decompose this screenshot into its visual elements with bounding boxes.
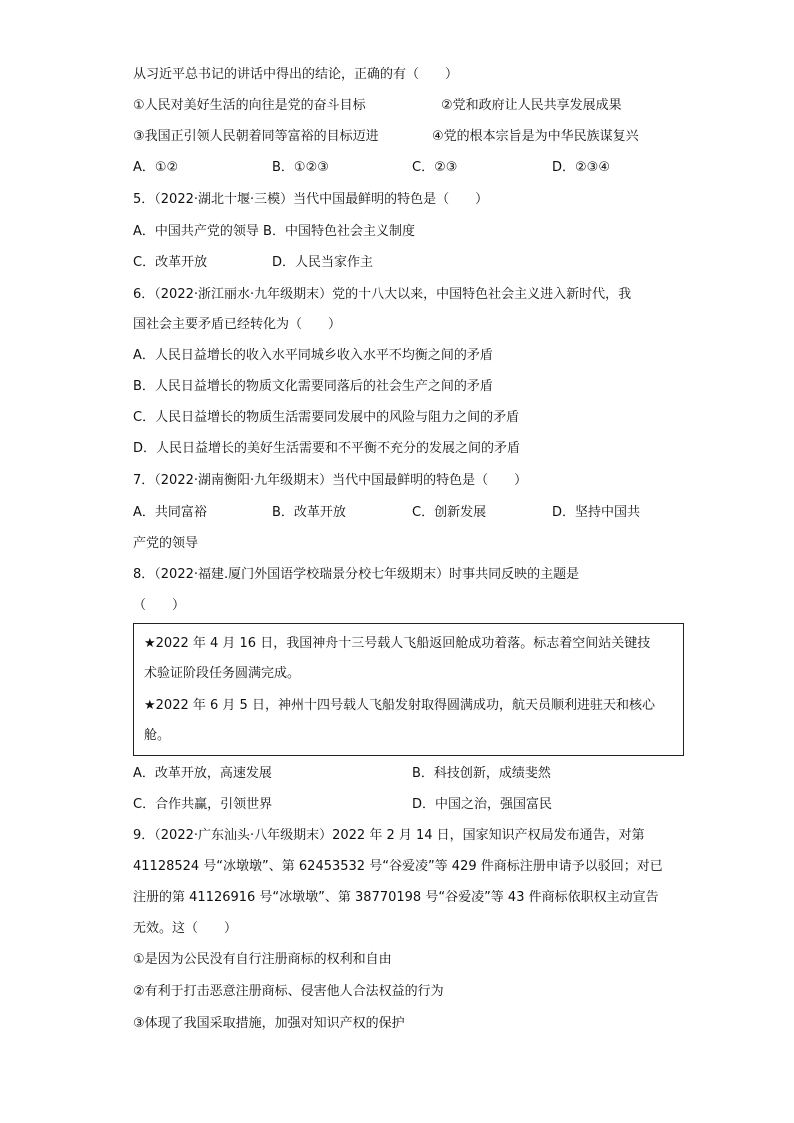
q8-option-a: A．改革开放，高速发展 [133, 766, 272, 781]
q6-option-d: D．人民日益增长的美好生活需要和不平衡不充分的发展之间的矛盾 [133, 441, 521, 456]
q9-stem-line2: 41128524 号“冰墩墩”、第 62453532 号“谷爱凌”等 429 件商标注册申请予以驳回；对已 [133, 859, 663, 874]
q8-news-2-line2: 舱。 [144, 728, 171, 743]
q6-option-a: A．人民日益增长的收入水平同城乡收入水平不均衡之间的矛盾 [133, 348, 493, 363]
q4-statement-4: ④党的根本宗旨是为中华民族谋复兴 [432, 129, 639, 144]
q9-statement-2: ②有利于打击恶意注册商标、侵害他人合法权益的行为 [133, 984, 444, 999]
q5-option-a-b: A．中国共产党的领导 B．中国特色社会主义制度 [133, 224, 415, 239]
q8-news-1-line2: 术验证阶段任务圆满完成。 [144, 666, 301, 681]
q4-stem: 从习近平总书记的讲话中得出的结论，正确的有（ ） [133, 67, 459, 82]
q8-answer-paren: （ ） [133, 598, 186, 613]
q9-stem-line3: 注册的第 41126916 号“冰墩墩”、第 38770198 号“谷爱凌”等 43 件商标依职权主动宣告 [133, 890, 659, 905]
q8-material-box [133, 623, 684, 756]
q4-statement-2: ②党和政府让人民共享发展成果 [441, 98, 622, 113]
q6-stem-line2: 国社会主要矛盾已经转化为（ ） [133, 317, 342, 332]
q6-option-b: B．人民日益增长的物质文化需要同落后的社会生产之间的矛盾 [133, 379, 493, 394]
q9-stem-line4: 无效。这（ ） [133, 921, 238, 936]
q6-option-c: C．人民日益增长的物质生活需要同发展中的风险与阻力之间的矛盾 [133, 410, 520, 425]
q4-option-b: B．①②③ [272, 160, 329, 175]
q5-stem: 5．（2022·湖北十堰·三模）当代中国最鲜明的特色是（ ） [133, 192, 489, 207]
q4-statement-1: ①人民对美好生活的向往是党的奋斗目标 [133, 98, 366, 113]
q9-statement-3: ③体现了我国采取措施，加强对知识产权的保护 [133, 1016, 405, 1031]
q9-stem-line1: 9．（2022·广东汕头·八年级期末）2022 年 2 月 14 日，国家知识产权局发布通告，对第 [133, 828, 645, 843]
q8-option-b: B．科技创新，成绩斐然 [412, 766, 551, 781]
q4-statement-3: ③我国正引领人民朝着同等富裕的目标迈进 [133, 129, 379, 144]
q4-option-d: D．②③④ [552, 160, 610, 175]
q8-option-c: C．合作共赢，引领世界 [133, 797, 273, 812]
q5-option-d: D．人民当家作主 [272, 255, 374, 270]
q7-option-b: B．改革开放 [272, 505, 346, 520]
q4-option-a: A．①② [133, 160, 179, 175]
q8-news-2-line1: ★2022 年 6 月 5 日，神州十四号载人飞船发射取得圆满成功，航天员顺利进驻天和核心 [144, 698, 655, 713]
q7-option-c: C．创新发展 [412, 505, 487, 520]
q7-option-d: D．坚持中国共 [552, 505, 641, 520]
q9-statement-1: ①是因为公民没有自行注册商标的权利和自由 [133, 952, 392, 967]
q8-news-1-line1: ★2022 年 4 月 16 日，我国神舟十三号载人飞船返回舱成功着落。标志着空间站关键技 [144, 636, 651, 651]
q5-option-c: C．改革开放 [133, 255, 208, 270]
q6-stem-line1: 6．（2022·浙江丽水·九年级期末）党的十八大以来，中国特色社会主义进入新时代，我 [133, 287, 632, 302]
q8-option-d: D．中国之治，强国富民 [412, 797, 553, 812]
q8-stem: 8．（2022·福建.厦门外国语学校瑞景分校七年级期末）时事共同反映的主题是 [133, 567, 580, 582]
q7-stem: 7．（2022·湖南衡阳·九年级期末）当代中国最鲜明的特色是（ ） [133, 473, 528, 488]
q7-option-d-continued: 产党的领导 [133, 536, 199, 551]
q4-option-c: C．②③ [412, 160, 458, 175]
q7-option-a: A．共同富裕 [133, 505, 207, 520]
